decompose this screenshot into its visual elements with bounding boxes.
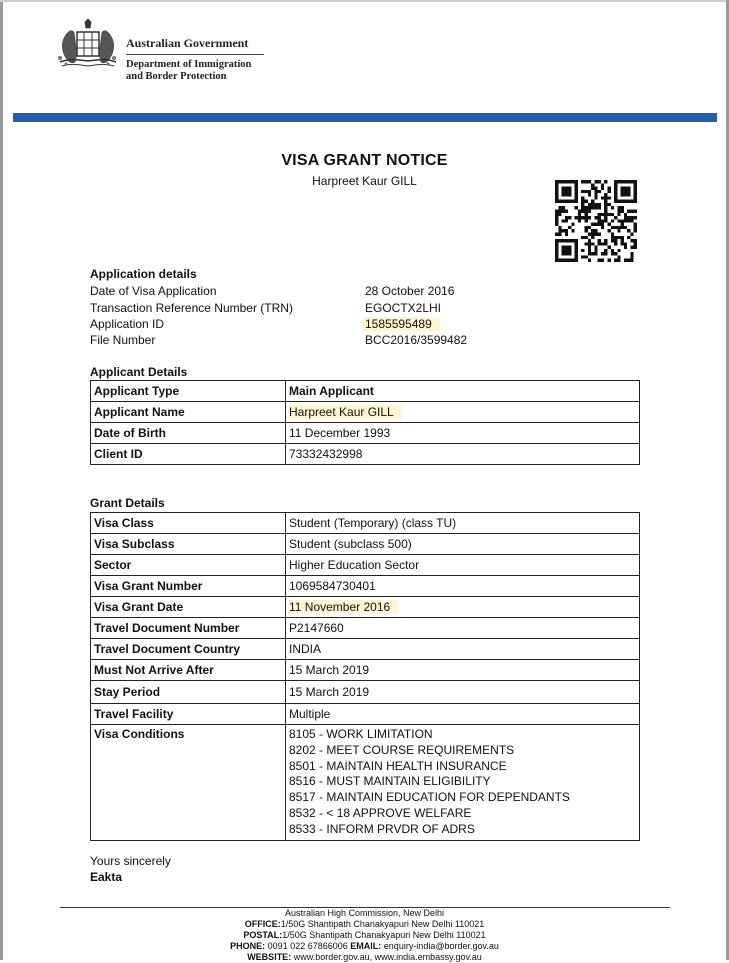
table-value: Student (subclass 500) [286,534,640,555]
applicant-details-heading: Applicant Details [90,365,188,379]
table-row [91,725,640,841]
table-row [91,402,640,423]
application-detail-label: Application ID [90,317,165,331]
table-key: Date of Birth [91,423,286,444]
table-value: 73332432998 [286,444,640,465]
visa-condition: 8202 - MEET COURSE REQUIREMENTS [289,742,515,757]
visa-conditions-list [286,725,640,841]
application-detail-value [365,316,440,332]
applicant-name-highlight: Harpreet Kaur GILL [289,405,402,419]
table-row [91,576,640,597]
table-row [91,704,640,725]
signatory: Eakta [90,870,123,884]
applicant-details-table [90,380,640,465]
table-value [286,597,640,618]
department-line-1: Department of Immigration [126,59,252,70]
postal-label: POSTAL: [243,930,283,940]
table-key: Travel Document Country [91,639,286,660]
table-row [91,381,640,402]
website-label: WEBSITE: [247,952,292,962]
email-value: enquiry-india@border.gov.au [383,941,499,951]
footer-website [0,952,729,963]
table-key: Client ID [91,444,286,465]
department-line-2: and Border Protection [126,71,227,82]
table-key: Visa Grant Date [91,597,286,618]
header-rule [126,54,264,55]
table-value: Higher Education Sector [286,555,640,576]
table-value [286,402,640,423]
table-key: Travel Document Number [91,618,286,639]
table-row [91,597,640,618]
table-value: 1069584730401 [286,576,640,597]
table-row [91,423,640,444]
footer-contact [0,941,729,952]
table-key: Visa Class [91,513,286,534]
application-detail-label: Transaction Reference Number (TRN) [90,301,293,315]
visa-condition: 8105 - WORK LIMITATION [289,727,433,741]
table-value: Multiple [286,704,640,725]
visa-condition: 8517 - MAINTAIN EDUCATION FOR DEPENDANTS [289,790,570,805]
table-row [91,639,640,660]
website-value: www.border.gov.au, www.india.embassy.gov.au [293,952,482,962]
footer-postal [0,930,729,941]
postal-value: 1/50G Shantipath Chanakyapuri New Delhi 110021 [282,930,486,940]
application-detail-label: Date of Visa Application [90,284,217,298]
phone-value: 0091 022 67866006 [267,941,348,951]
coat-of-arms-icon [52,18,122,73]
application-detail-label: File Number [90,333,156,347]
table-row [91,681,640,704]
table-key: Visa Conditions [91,725,286,841]
table-row [91,660,640,681]
table-key: Stay Period [91,681,286,704]
visa-condition: 8532 - < 18 APPROVE WELFARE [289,805,472,820]
table-key: Visa Subclass [91,534,286,555]
document-title: VISA GRANT NOTICE [281,152,448,169]
office-value: 1/50G Shantipath Chanakyapuri New Delhi 110021 [280,919,485,929]
table-row [91,513,640,534]
email-label: EMAIL: [350,941,382,951]
visa-condition: 8501 - MAINTAIN HEALTH INSURANCE [289,758,507,773]
grant-date-highlight: 11 November 2016 [289,600,398,614]
header-accent-bar [13,113,717,122]
table-key: Visa Grant Number [91,576,286,597]
application-details-heading: Application details [90,267,197,281]
grant-details-table [90,512,640,841]
footer-line-1: Australian High Commission, New Delhi [284,908,445,918]
grant-details-heading: Grant Details [90,496,165,510]
table-value: 15 March 2019 [286,660,640,681]
government-name: Australian Government [126,36,249,50]
applicant-name-heading: Harpreet Kaur GILL [312,174,417,188]
table-value: 11 December 1993 [286,423,640,444]
table-key: Must Not Arrive After [91,660,286,681]
qr-code [555,180,637,262]
table-key: Applicant Name [91,402,286,423]
table-value: INDIA [286,639,640,660]
visa-condition: 8516 - MUST MAINTAIN ELIGIBILITY [289,774,491,789]
footer-office [0,919,729,930]
table-row [91,618,640,639]
table-value: 15 March 2019 [286,681,640,704]
page-edge-left [0,0,3,960]
salutation: Yours sincerely [90,854,171,868]
application-detail-value: BCC2016/3599482 [365,333,468,347]
application-detail-value: 28 October 2016 [365,284,455,298]
table-row [91,534,640,555]
table-key: Travel Facility [91,704,286,725]
table-row [91,444,640,465]
phone-label: PHONE: [230,941,266,951]
table-key: Applicant Type [91,381,286,402]
table-value: Main Applicant [286,381,640,402]
table-value: Student (Temporary) (class TU) [286,513,640,534]
office-label: OFFICE: [244,919,281,929]
application-detail-value: EGOCTX2LHI [365,301,442,315]
table-row [91,555,640,576]
application-id-highlight: 1585595489 [363,317,440,331]
table-value: P2147660 [286,618,640,639]
page-edge-top [0,0,729,2]
visa-condition: 8533 - INFORM PRVDR OF ADRS [289,821,475,836]
table-key: Sector [91,555,286,576]
